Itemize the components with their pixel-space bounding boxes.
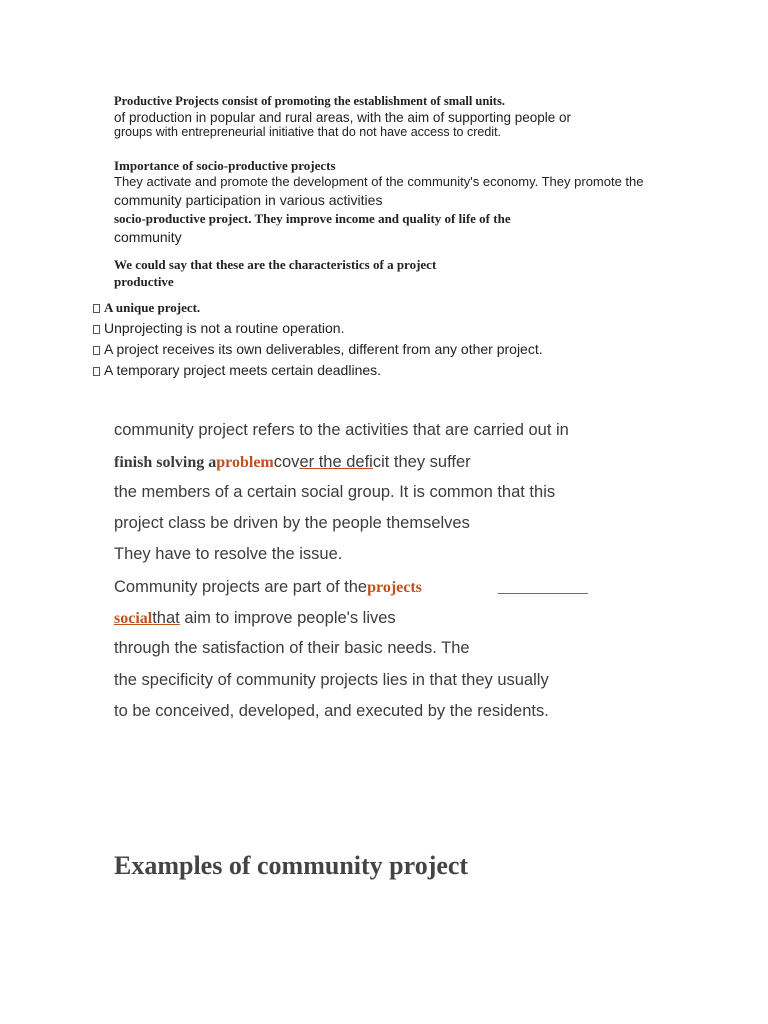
importance-line-3: socio-productive project. They improve income and quality of life of the (114, 211, 511, 226)
community-line-6: Community projects are part of theprojects (114, 578, 422, 596)
community-line-7: socialthat aim to improve people's lives (114, 609, 396, 627)
intro-title: Productive Projects consist of promoting the establishment of small units. (114, 94, 505, 108)
community-line-8: through the satisfaction of their basic needs. The (114, 639, 470, 657)
importance-title: Importance of socio-productive projects (114, 158, 336, 173)
community-line-3: the members of a certain social group. It is common that this (114, 483, 556, 501)
community-line-10: to be conceived, developed, and executed by the residents. (114, 702, 549, 720)
examples-heading: Examples of community project (114, 851, 469, 880)
characteristic-item: Unprojecting is not a routine operation. (93, 320, 344, 337)
problem-link[interactable]: problem (216, 454, 274, 471)
bullet-box-icon (93, 304, 100, 313)
characteristic-item: A temporary project meets certain deadlines. (93, 362, 381, 379)
characteristics-title-line-1: We could say that these are the characteristics of a project (114, 257, 437, 272)
social-link[interactable]: social (114, 610, 153, 627)
importance-line-2: community participation in various activities (114, 192, 383, 208)
characteristic-item: A project receives its own deliverables, different from any other project. (93, 341, 543, 358)
community-line-5: They have to resolve the issue. (114, 545, 343, 563)
community-line-9: the specificity of community projects lies in that they usually (114, 671, 549, 689)
community-line-4: project class be driven by the people themselves (114, 514, 470, 532)
importance-line-4: community (114, 229, 182, 245)
characteristic-item: A unique project. (93, 300, 200, 316)
underline-rule (498, 593, 588, 594)
characteristics-title-line-2: productive (114, 274, 174, 289)
bullet-box-icon (93, 367, 100, 376)
intro-line-1: of production in popular and rural areas, with the aim of supporting people or (114, 110, 572, 125)
community-line-1: community project refers to the activities that are carried out in (114, 421, 569, 439)
importance-line-1: They activate and promote the development of the community's economy. They promote the (114, 174, 644, 189)
community-line-2: finish solving aproblemcover the deficit they suffer (114, 453, 471, 471)
bullet-box-icon (93, 346, 100, 355)
intro-line-2: groups with entrepreneurial initiative that do not have access to credit. (114, 125, 502, 139)
bullet-box-icon (93, 325, 100, 334)
projects-link[interactable]: projects (367, 579, 422, 596)
